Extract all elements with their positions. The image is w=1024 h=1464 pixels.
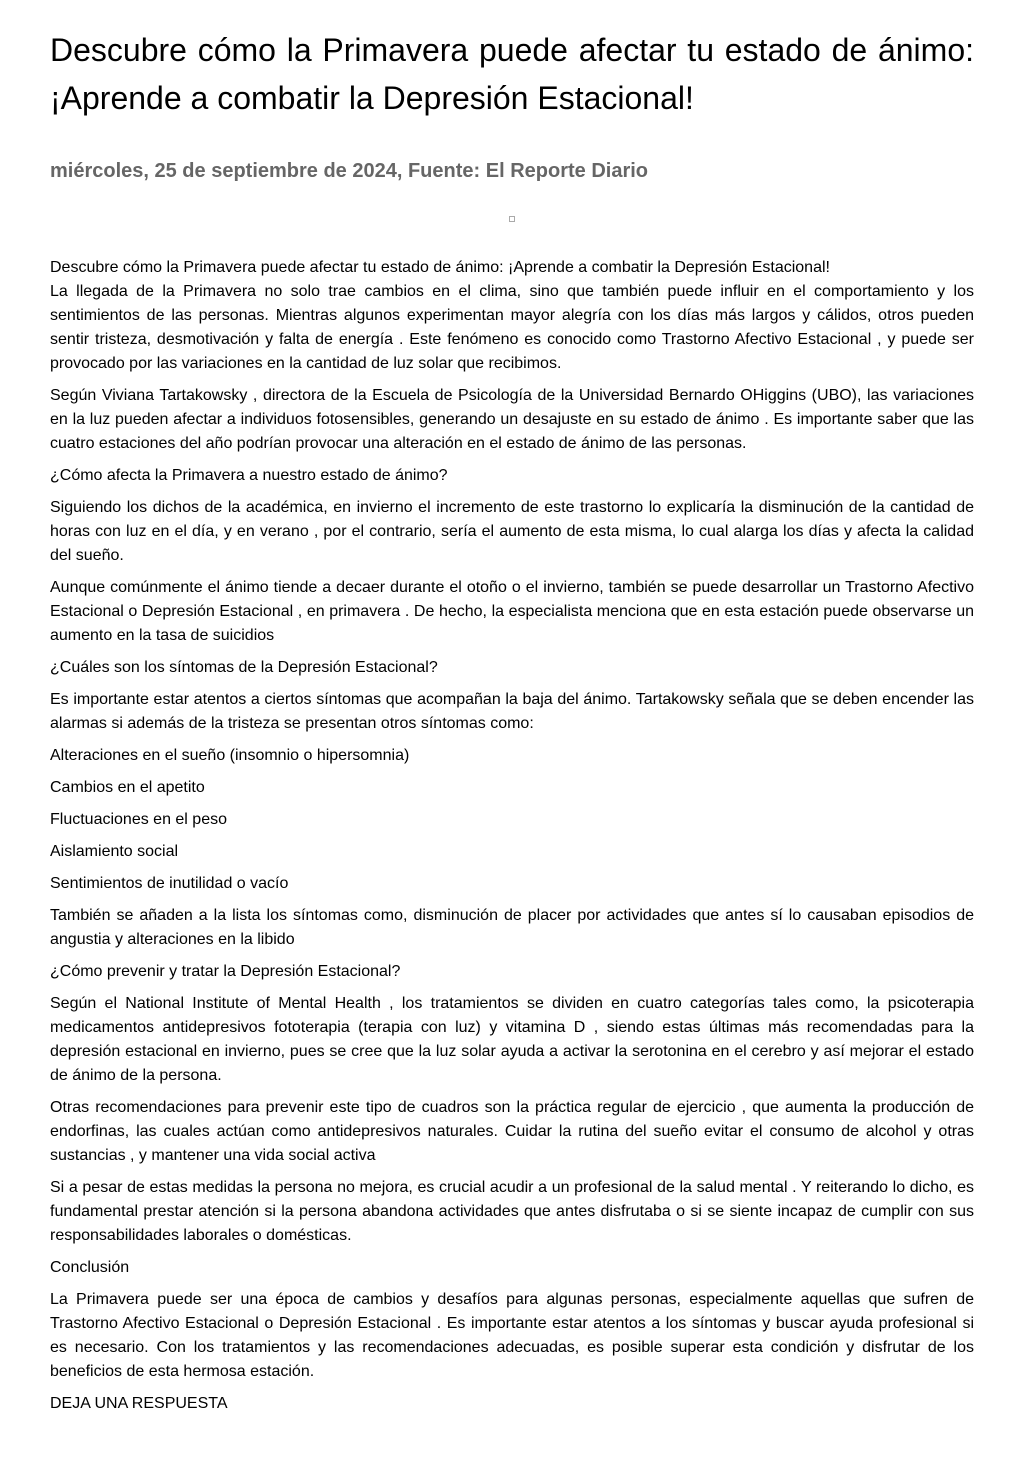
symptom-item: Aislamiento social	[50, 843, 179, 860]
reply-heading: DEJA UNA RESPUESTA	[50, 1395, 228, 1412]
article-paragraph: Si a pesar de estas medidas la persona no mejora, es crucial acudir a un profesional de la salud mental . Y reiterando lo dicho, es fundamental prestar atención si la persona abandona actividades que antes disfrutaba o si se siente incapaz de cumplir con sus responsabilidades laborales o domésticas.	[50, 1179, 974, 1244]
article-paragraph: Siguiendo los dichos de la académica, en invierno el incremento de este trastorno lo explicaría la disminución de la cantidad de horas con luz en el día, y en verano , por el contrario, sería el aumento de esta misma, lo cual alarga los días y afecta la calidad del sueño.	[50, 499, 974, 564]
article-body	[50, 256, 974, 1416]
article-title: Descubre cómo la Primavera puede afectar tu estado de ánimo: ¡Aprende a combatir la Depresión Estacional!	[50, 32, 974, 116]
article-paragraph: Según el National Institute of Mental Health , los tratamientos se dividen en cuatro categorías tales como, la psicoterapia medicamentos antidepresivos fototerapia (terapia con luz) y vitamina D , siendo estas últimas más recomendadas para la depresión estacional en invierno, pues se cree que la luz solar ayuda a activar la serotonina en el cerebro y así mejorar el estado de ánimo de la persona.	[50, 995, 974, 1084]
symptom-item: Fluctuaciones en el peso	[50, 811, 227, 828]
symptom-item: Alteraciones en el sueño (insomnio o hipersomnia)	[50, 747, 410, 764]
symptom-item: Cambios en el apetito	[50, 779, 205, 796]
article-intro: Descubre cómo la Primavera puede afectar tu estado de ánimo: ¡Aprende a combatir la Depresión Estacional!	[50, 259, 830, 276]
article-paragraph: Otras recomendaciones para prevenir este tipo de cuadros son la práctica regular de ejercicio , que aumenta la producción de endorfinas, las cuales actúan como antidepresivos naturales. Cuidar la rutina del sueño evitar el consumo de alcohol y otras sustancias , y mantener una vida social activa	[50, 1099, 974, 1164]
article-paragraph: También se añaden a la lista los síntomas como, disminución de placer por actividades que antes sí lo causaban episodios de angustia y alteraciones en la libido	[50, 907, 974, 948]
section-heading: ¿Cómo afecta la Primavera a nuestro estado de ánimo?	[50, 467, 448, 484]
article-meta: miércoles, 25 de septiembre de 2024, Fuente: El Reporte Diario	[50, 160, 648, 182]
broken-image-icon	[509, 216, 515, 222]
section-heading: Conclusión	[50, 1259, 130, 1276]
article-paragraph: La llegada de la Primavera no solo trae cambios en el clima, sino que también puede influir en el comportamiento y los sentimientos de las personas. Mientras algunos experimentan mayor alegría con los días más largos y cálidos, otros pueden sentir tristeza, desmotivación y falta de energía . Este fenómeno es conocido como Trastorno Afectivo Estacional , y puede ser provocado por las variaciones en la cantidad de luz solar que recibimos.	[50, 283, 974, 372]
symptom-item: Sentimientos de inutilidad o vacío	[50, 875, 289, 892]
article-paragraph: Es importante estar atentos a ciertos síntomas que acompañan la baja del ánimo. Tartakowsky señala que se deben encender las alarmas si además de la tristeza se presentan otros síntomas como:	[50, 691, 974, 732]
article-paragraph: Aunque comúnmente el ánimo tiende a decaer durante el otoño o el invierno, también se puede desarrollar un Trastorno Afectivo Estacional o Depresión Estacional , en primavera . De hecho, la especialista menciona que en esta estación puede observarse un aumento en la tasa de suicidios	[50, 579, 974, 644]
article-paragraph: Según Viviana Tartakowsky , directora de la Escuela de Psicología de la Universidad Bernardo OHiggins (UBO), las variaciones en la luz pueden afectar a individuos fotosensibles, generando un desajuste en su estado de ánimo . Es importante saber que las cuatro estaciones del año podrían provocar una alteración en el estado de ánimo de las personas.	[50, 387, 974, 452]
section-heading: ¿Cuáles son los síntomas de la Depresión Estacional?	[50, 659, 438, 676]
section-heading: ¿Cómo prevenir y tratar la Depresión Estacional?	[50, 963, 401, 980]
article-paragraph: La Primavera puede ser una época de cambios y desafíos para algunas personas, especialmente aquellas que sufren de Trastorno Afectivo Estacional o Depresión Estacional . Es importante estar atentos a los síntomas y buscar ayuda profesional si es necesario. Con los tratamientos y las recomendaciones adecuadas, es posible superar esta condición y disfrutar de los beneficios de esta hermosa estación.	[50, 1291, 974, 1380]
